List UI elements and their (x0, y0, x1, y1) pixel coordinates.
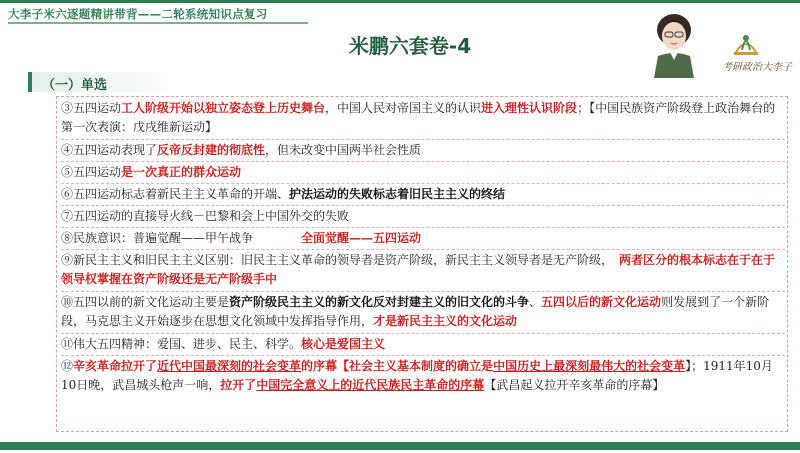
course-header: 大李子米六逐题精讲带背——二轮系统知识点复习 (8, 7, 268, 21)
note-text: 中国历史上最深刻最伟大的社会变革 (493, 359, 686, 373)
top-accent-bar (0, 0, 800, 3)
brand-logo-text: 考研政治大李子 (722, 62, 792, 73)
note-text: 两者区分的根本标志在于在于领导权掌握在资产阶级还是无产阶级手中 (61, 253, 776, 286)
section-header (28, 72, 168, 92)
note-item (61, 229, 785, 250)
note-text: 中国完全意义上的近代民族民主革命的序幕 (256, 378, 485, 392)
note-text: 则发展到了一个新阶段，马克思主义开始逐步在思想文化领域中发挥指导作用， (61, 295, 770, 328)
note-text: ⑧民族意识：普遍觉醒——甲午战争 (61, 231, 302, 245)
note-text: 的序幕【社会主义基本制度的确立是 (301, 359, 494, 373)
note-text: ④五四运动表现了 (61, 143, 158, 157)
note-text: 近代中国最深刻的社会变革 (157, 359, 302, 373)
note-item (61, 163, 785, 184)
note-item (61, 207, 785, 228)
note-text: ，中国人民对帝国主义的认识 (325, 101, 482, 115)
note-text: ⑫ (61, 359, 74, 373)
note-item (61, 293, 785, 334)
note-text: 护法运动的失败标志着旧民主主义的终结 (289, 187, 506, 201)
note-text: 、 (529, 295, 542, 309)
note-text: 全面觉醒——五四运动 (301, 231, 422, 245)
header-underline (8, 22, 308, 24)
note-text: 拉开了 (220, 378, 257, 392)
note-item (61, 251, 785, 292)
bottom-accent-bar (0, 442, 800, 450)
note-text: 资产阶级民主主义的新文化反对封建主义的旧文化的斗争 (229, 295, 530, 309)
note-text: ⑤五四运动 (61, 165, 122, 179)
note-text: 】；1911年10月10日晚，武昌城头枪声一响， (61, 359, 773, 392)
slide-nav-indicator (768, 434, 794, 438)
note-text: 辛亥革命拉开了 (73, 359, 158, 373)
note-text: ⑩五四以前的新文化运动主要是 (61, 295, 230, 309)
note-text: ⑥五四运动标志着新民主主义革命的开端、 (61, 187, 290, 201)
note-text: ⑪伟大五四精神：爱国、进步、民主、科学。 (61, 337, 302, 351)
note-text: ⑨新民主主义和旧民主主义区别：旧民主主义革命的领导者是资产阶级，新民主主义领导者是无产阶级， (61, 253, 620, 267)
note-text: 五四以后的新文化运动 (541, 295, 662, 309)
note-text: 是一次真正的群众运动 (121, 165, 242, 179)
section-label: （一）单选 (42, 78, 108, 93)
note-item (61, 99, 785, 140)
note-text: 【武昌起义拉开辛亥革命的序幕】 (484, 378, 665, 392)
note-item (61, 357, 785, 421)
note-item (61, 141, 785, 162)
note-text: ；【中国民族资产阶级登上政治舞台的第一次表演：戊戌维新运动】 (61, 101, 776, 134)
note-text: 反帝反封建的彻底性 (157, 143, 266, 157)
note-item (61, 335, 785, 356)
page-title: 米鹏六套卷-4 (348, 34, 472, 58)
notes-panel (56, 96, 788, 432)
note-text: ⑦五四运动的直接导火线－巴黎和会上中国外交的失败 (61, 209, 350, 223)
teacher-avatar (648, 10, 700, 78)
note-text: 进入理性认识阶段 (481, 101, 578, 115)
note-text: 核心是爱国主义 (301, 337, 386, 351)
note-text: 工人阶级开始以独立姿态登上历史舞台 (121, 101, 326, 115)
note-item (61, 185, 785, 206)
note-text: 才是新民主主义的文化运动 (373, 314, 518, 328)
note-text: ，但未改变中国两半社会性质 (265, 143, 422, 157)
note-text: ③五四运动 (61, 101, 122, 115)
